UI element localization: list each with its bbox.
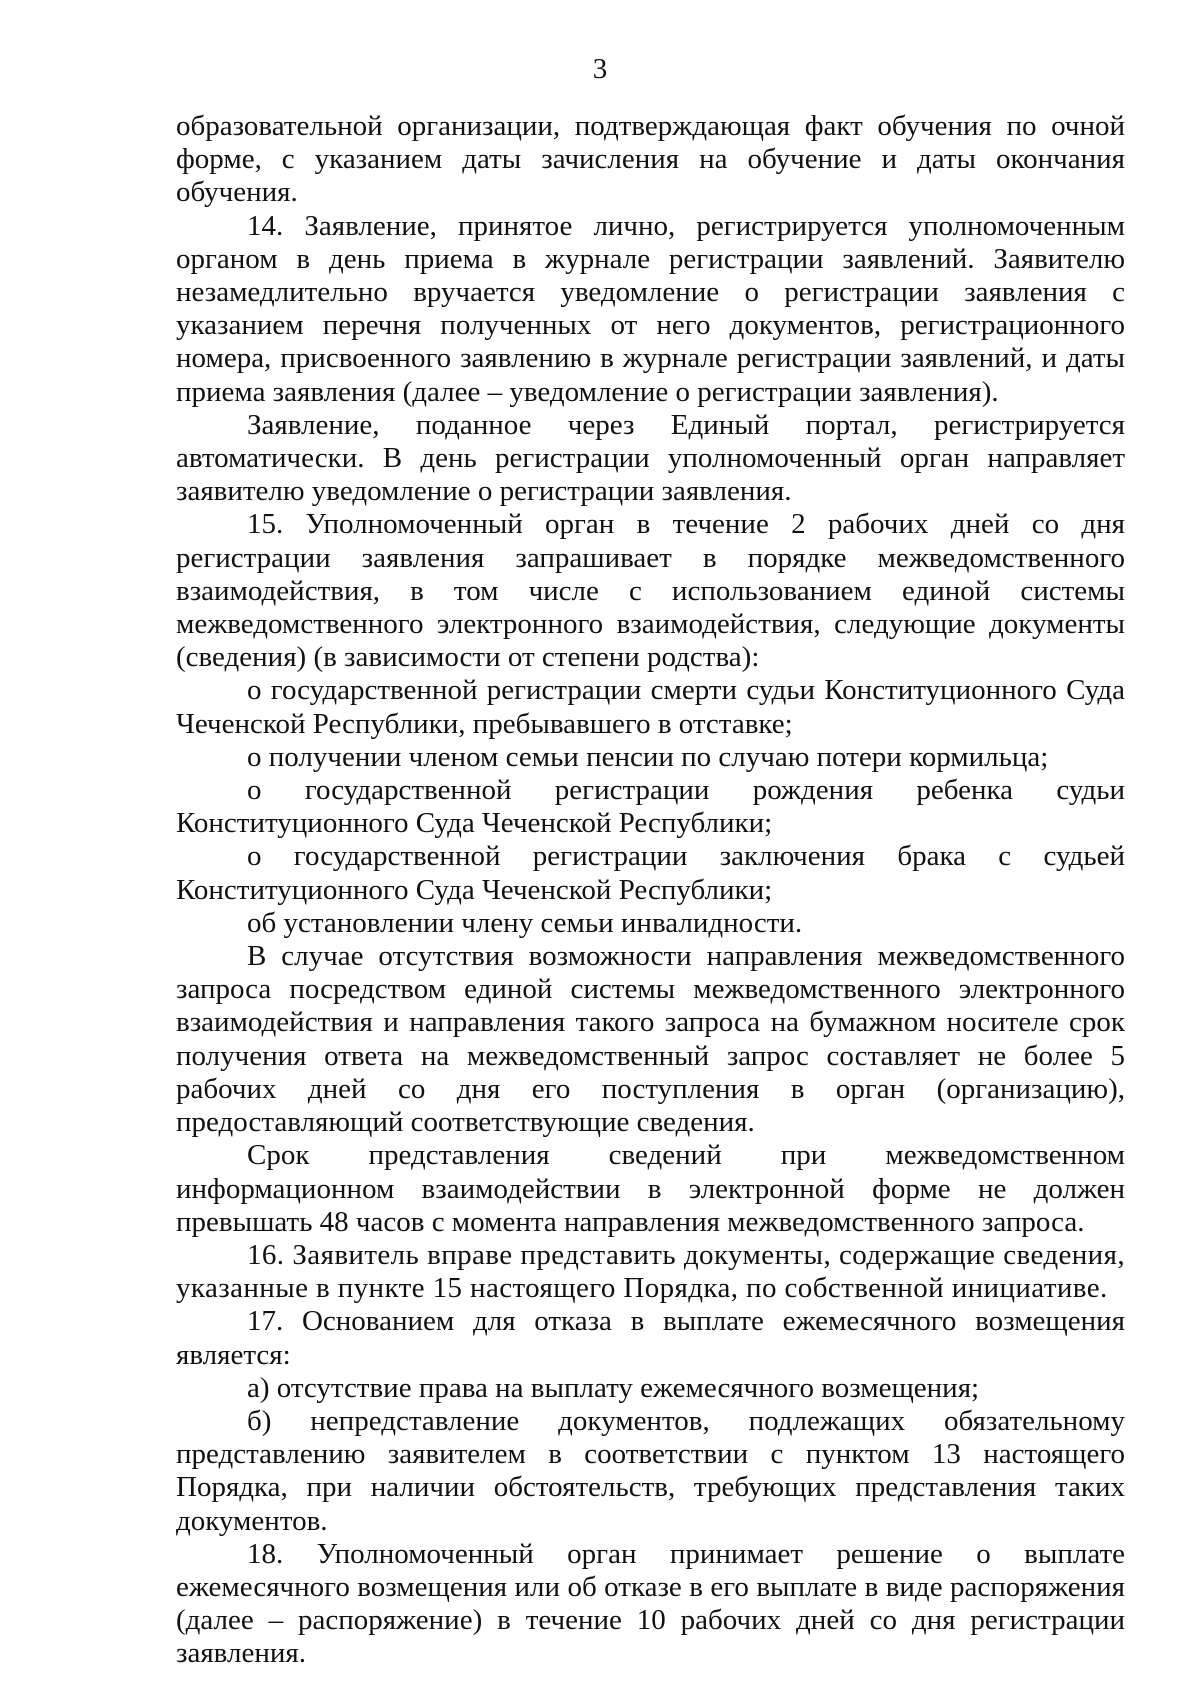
- list-item-death-registration: о государственной регистрации смерти судьи Конституционного Суда Чеченской Республики, пребывавшего в отставке;: [176, 674, 1125, 740]
- paragraph-item-14: 14. Заявление, принятое лично, регистрируется уполномоченным органом в день приема в журнале регистрации заявлений. Заявителю незамедлительно вручается уведомление о регистрации заявления с указанием перечня полученных от него документов, регистрационного номера, присвоенного заявлению в журнале регистрации заявлений, и даты приема заявления (далее – уведомление о регистрации заявления).: [176, 209, 1125, 408]
- list-item-birth-registration: о государственной регистрации рождения ребенка судьи Конституционного Суда Чеченской Республики;: [176, 774, 1125, 840]
- paragraph-paper-request: В случае отсутствия возможности направления межведомственного запроса посредством единой системы межведомственного электронного взаимодействия и направления такого запроса на бумажном носителе срок получения ответа на межведомственный запрос составляет не более 5 рабочих дней со дня его поступления в орган (организацию), предоставляющий соответствующие сведения.: [176, 940, 1125, 1139]
- list-item-pension: о получении членом семьи пенсии по случаю потери кормильца;: [247, 740, 1049, 773]
- paragraph-item-18: 18. Уполномоченный орган принимает решение о выплате ежемесячного возмещения или об отказе в его выплате в виде распоряжения (далее – распоряжение) в течение 10 рабочих дней со дня регистрации заявления.: [176, 1537, 1125, 1670]
- list-item-a: а) отсутствие права на выплату ежемесячного возмещения;: [247, 1371, 980, 1404]
- list-item-b: б) непредставление документов, подлежащих обязательному представлению заявителем в соответствии с пунктом 13 настоящего Порядка, при наличии обстоятельств, требующих представления таких документов.: [176, 1404, 1125, 1537]
- paragraph-continuation: образовательной организации, подтверждающая факт обучения по очной форме, с указанием даты зачисления на обучение и даты окончания обучения.: [176, 110, 1125, 209]
- page-number: 3: [592, 53, 608, 85]
- paragraph-online-application: Заявление, поданное через Единый портал, регистрируется автоматически. В день регистрации уполномоченный орган направляет заявителю уведомление о регистрации заявления.: [176, 408, 1125, 508]
- list-item-disability: об установлении члену семьи инвалидности.: [247, 906, 803, 939]
- paragraph-item-15: 15. Уполномоченный орган в течение 2 рабочих дней со дня регистрации заявления запрашивает в порядке межведомственного взаимодействия, в том числе с использованием единой системы межведомственного электронного взаимодействия, следующие документы (сведения) (в зависимости от степени родства):: [176, 508, 1125, 674]
- paragraph-electronic-deadline: Срок представления сведений при межведомственном информационном взаимодействии в электронной форме не должен превышать 48 часов с момента направления межведомственного запроса.: [176, 1139, 1125, 1238]
- list-item-marriage-registration: о государственной регистрации заключения брака с судьей Конституционного Суда Чеченской Республики;: [176, 840, 1125, 906]
- paragraph-item-16: 16. Заявитель вправе представить документы, содержащие сведения, указанные в пункте 15 настоящего Порядка, по собственной инициативе.: [176, 1238, 1125, 1305]
- paragraph-item-17: 17. Основанием для отказа в выплате ежемесячного возмещения является:: [176, 1305, 1125, 1371]
- document-body: [176, 110, 1125, 1671]
